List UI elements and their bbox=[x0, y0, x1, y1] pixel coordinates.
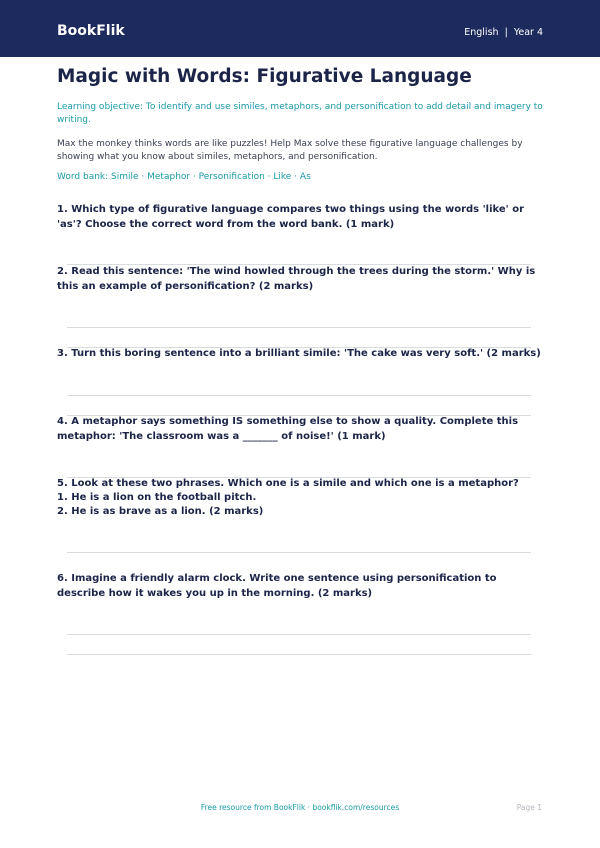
question-4: 4. A metaphor says something IS something else to show a quality. Complete this metaphor: 'The classroom was a _______ of noise!' (1 mark) bbox=[57, 416, 519, 442]
question-5: 5. Look at these two phrases. Which one is a simile and which one is a metaphor? bbox=[57, 478, 519, 489]
page-number: Page 1 bbox=[516, 803, 542, 812]
word-bank: Word bank: Simile · Metaphor · Personification · Like · As bbox=[57, 172, 311, 182]
page-header bbox=[0, 0, 600, 57]
answer-line bbox=[67, 552, 531, 553]
phrase-2: 2. He is as brave as a lion. (2 marks) bbox=[57, 506, 264, 517]
question-2: 2. Read this sentence: 'The wind howled through the trees during the storm.' Why is this an example of personification? (2 marks) bbox=[57, 266, 536, 292]
answer-line bbox=[67, 395, 531, 396]
question-1: 1. Which type of figurative language compares two things using the words 'like' or 'as'? Choose the correct word from the word bank. (1 mark) bbox=[57, 204, 525, 230]
intro-text: Max the monkey thinks words are like puzzles! Help Max solve these figurative language challenges by showing what you know about similes, metaphors, and personification. bbox=[57, 139, 523, 162]
answer-line bbox=[67, 327, 531, 328]
subject-year-label: English | Year 4 bbox=[464, 27, 543, 38]
learning-objective: Learning objective: To identify and use similes, metaphors, and personification to add detail and imagery to writing. bbox=[57, 102, 543, 125]
brand-logo: BookFlik bbox=[57, 23, 125, 39]
page-title: Magic with Words: Figurative Language bbox=[57, 66, 472, 87]
phrase-1: 1. He is a lion on the football pitch. bbox=[57, 492, 257, 503]
answer-line bbox=[67, 654, 531, 655]
footer-resource-link[interactable]: Free resource from BookFlik · bookflik.com/resources bbox=[200, 803, 400, 812]
question-3: 3. Turn this boring sentence into a brilliant simile: 'The cake was very soft.' (2 marks) bbox=[57, 348, 541, 359]
answer-line bbox=[67, 634, 531, 635]
question-6: 6. Imagine a friendly alarm clock. Write one sentence using personification to describe how it wakes you up in the morning. (2 marks) bbox=[57, 573, 497, 599]
